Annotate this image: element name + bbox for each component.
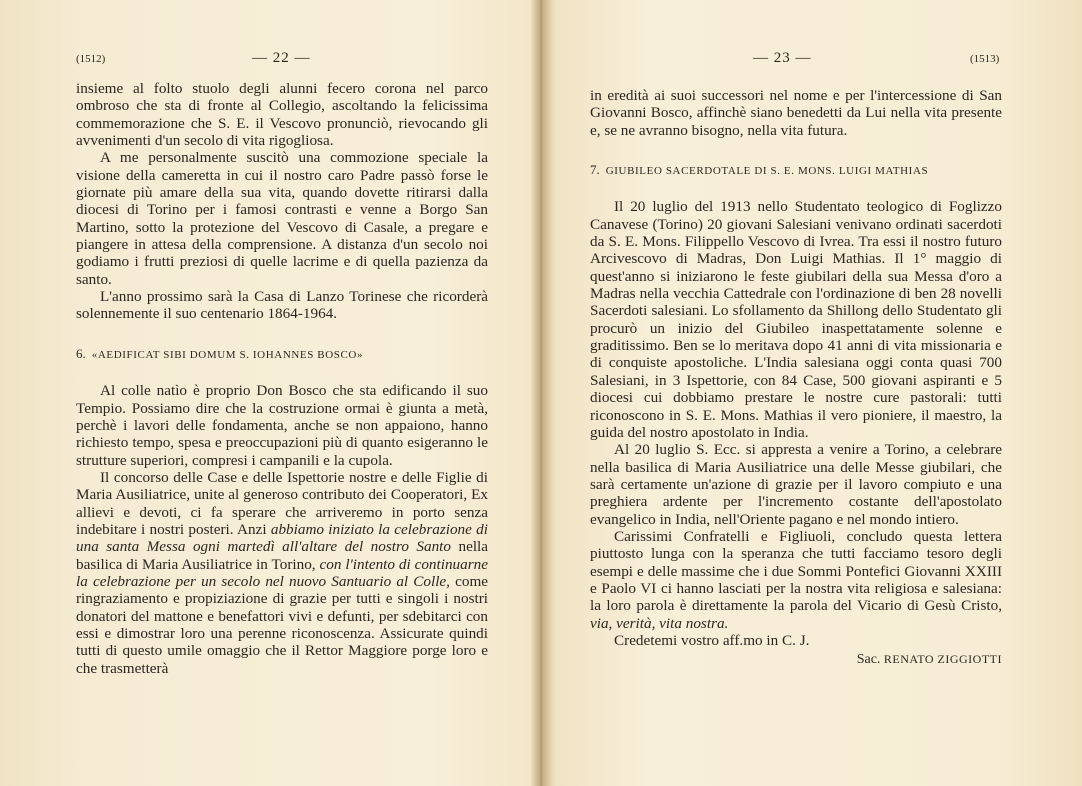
left-paragraph-4: Al colle natìo è proprio Don Bosco che sta edificando il suo Tempio. Possiamo dire che la costruzione ormai è giunta a metà, perchè i lavori delle fondamenta, anche se non appaiono, hanno richiesto tempo, spesa e preoccupazioni più di quanto esigeranno le strutture superiori, compresi i campanili e la cupola. (76, 382, 488, 469)
right-paragraph-4 (590, 528, 1002, 632)
section-6-title: «AEDIFICAT SIBI DOMUM S. IOHANNES BOSCO» (91, 348, 364, 361)
right-paragraph-3: Al 20 luglio S. Ecc. si appresta a venire a Torino, a celebrare nella basilica di Maria Ausiliatrice una delle Messe giubilari, che sarà certamente un'azione di grazie per il lavoro compiuto e una preghiera ardente per l'incremento costante dell'apostolato evangelico in India, nell'Oriente pagano e nel mondo intiero. (590, 441, 1002, 528)
left-page (0, 0, 530, 786)
right-p4-italic: via, verità, vita nostra. (590, 614, 729, 632)
right-page-number: — 23 — (753, 50, 812, 66)
right-page-code: (1513) (970, 53, 1000, 65)
right-page (552, 0, 1082, 786)
left-p5-part-e: come ringraziamento e propiziazione di grazie per tutti e singoli i nostri donatori del mattone e benefattori vivi e defunti, per sdebitarci con essi e dimostrar loro una perenne riconoscenza. Assicurate quindi tutti di questo umile omaggio che il Rettor Maggiore porge loro e che trasmetterà (76, 572, 488, 677)
right-p4-part-a: Carissimi Confratelli e Figliuoli, concludo questa lettera piuttosto lunga con la speranza che tutti facciamo tesoro degli esempi e delle massime che i due Sommi Pontefici Giovanni XXIII e Paolo VI ci hanno lasciati per la nostra vita religiosa e salesiana: la loro parola è direttamente la parola del Vicario di Gesù Cristo, (590, 527, 1002, 615)
left-page-body (76, 80, 488, 677)
right-paragraph-2: Il 20 luglio del 1913 nello Studentato teologico di Foglizzo Canavese (Torino) 20 giovani Salesiani venivano ordinati sacerdoti da S. E. Mons. Filippello Vescovo di Ivrea. Tra essi il nostro futuro Arcivescovo di Madras, Don Luigi Mathias. Il 1° maggio di quest'anno si iniziarono le feste giubilari della sua Messa d'oro a Madras nella vecchia Cattedrale con l'ordinazione di ben 28 novelli Sacerdoti salesiani. Lo sfollamento da Shillong dello Studentato gli procurò un inizio del Giubileo inaspettatamente solenne e graditissimo. Ben se lo meritava dopo 41 anni di vita missionaria e di conquiste apostoliche. L'India salesiana oggi conta quasi 700 Salesiani, in 3 Ispettorie, con 84 Case, 500 giovani aspiranti e 5 diocesi cui dobbiamo prestare le nostre cure pastorali: tutti riconoscono in S. E. Mons. Mathias il vero pioniere, il maestro, la guida del nostro apostolato in India. (590, 198, 1002, 441)
left-paragraph-1: insieme al folto stuolo degli alunni fecero corona nel parco ombroso che sta di fronte al Collegio, ascoltando la felicissima commemorazione che S. E. il Vescovo pronunciò, rievocando gli avvenimenti d'un secolo di vita rigogliosa. (76, 80, 488, 150)
section-6-heading (76, 345, 488, 364)
left-p5-italic-1: abbiamo iniziato la celebrazione di una santa Messa ogni martedì all'altare del nostro Santo (76, 520, 488, 556)
right-page-body (590, 87, 1002, 669)
left-p5-italic-2: con l'intento di continuarne la celebrazione per un secolo nel nuovo Santuario al Colle, (76, 555, 488, 590)
signature-prefix: Sac. (856, 652, 881, 668)
section-6-number: 6. (76, 345, 86, 361)
section-7-heading (590, 161, 1002, 180)
left-p5-part-a: Il concorso delle Case e delle Ispettorie nostre e delle Figlie di Maria Ausiliatrice, unite al generoso contributo dei Cooperatori, Ex allievi e devoti, ci fa sperare che arriveremo in porto senza indebitare i nostri posteri. Anzi (76, 468, 488, 538)
left-p5-part-c: nella basilica di Maria Ausiliatrice in Torino, (76, 538, 488, 573)
left-page-code: (1512) (76, 53, 106, 65)
left-paragraph-2: A me personalmente suscitò una commozione speciale la visione della cameretta in cui il nostro caro Padre passò forse le giornate più amare della sua vita, quando dovette ritirarsi dalla diocesi di Torino per i famosi contrasti e venne a Borgo San Martino, sotto la protezione del Vescovo di Casale, a pregare e piangere in attesa della comprensione. A distanza d'un secolo noi godiamo i frutti preziosi di quelle lacrime e di quella pazienza da santo. (76, 149, 488, 288)
section-7-title: GIUBILEO SACERDOTALE DI S. E. MONS. LUIGI MATHIAS (605, 165, 929, 178)
right-paragraph-1: in eredità ai suoi successori nel nome e per l'intercessione di San Giovanni Bosco, affinchè siano benedetti da Lui nella vita presente e, se ne avranno bisogno, nella vita futura. (590, 87, 1002, 139)
signature (590, 651, 1002, 668)
right-paragraph-5: Credetemi vostro aff.mo in C. J. (614, 631, 810, 649)
book-gutter (530, 0, 552, 786)
signature-name: RENATO ZIGGIOTTI (883, 652, 1002, 667)
section-7-number: 7. (590, 162, 600, 178)
left-page-number: — 22 — (252, 50, 311, 66)
left-paragraph-3: L'anno prossimo sarà la Casa di Lanzo Torinese che ricorderà solennemente il suo centenario 1864-1964. (76, 288, 488, 323)
left-paragraph-5 (76, 469, 488, 677)
